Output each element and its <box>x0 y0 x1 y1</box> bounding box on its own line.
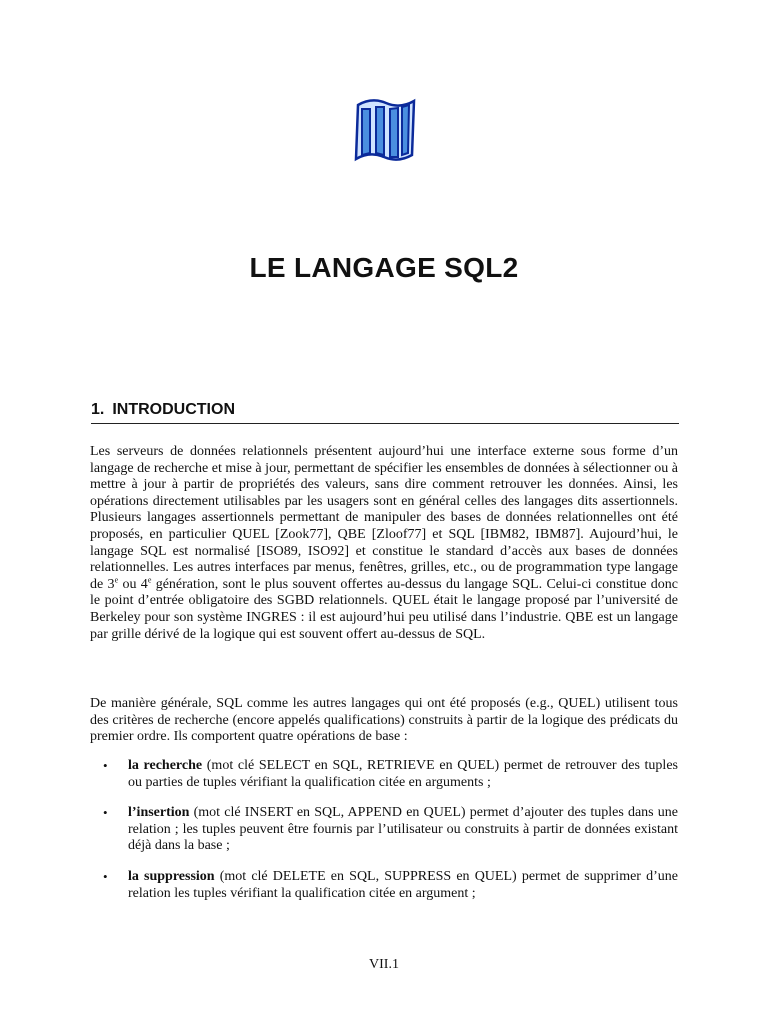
intro-text-part2: ou 4 <box>118 576 148 592</box>
list-item <box>90 805 678 855</box>
operations-list <box>90 758 678 916</box>
list-item-term: l’insertion <box>128 805 190 821</box>
chapter-title: LE LANGAGE SQL2 <box>249 252 519 283</box>
list-item-text: (mot clé SELECT en SQL, RETRIEVE en QUEL) permet de retrouver des tuples ou parties de tuples vérifiant la qualification citée en arguments ; <box>128 758 678 790</box>
intro-paragraph <box>90 444 678 643</box>
intro-text-part3: génération, sont le plus souvent offertes au-dessus du langage SQL. Celui-ci constitue donc le point d’entrée obligatoire des SGBD relationnels. QUEL était le langage proposé par l’université de Berkeley pour son système INGRES : il est aujourd’hui peu utilisé dans l’industrie. QBE est un langage par grille dérivé de la logique qui est souvent offert au-dessus de SQL. <box>90 576 679 642</box>
list-item-text: (mot clé INSERT en SQL, APPEND en QUEL) permet d’ajouter des tuples dans une relation ; les tuples peuvent être fournis par l’utilisateur ou construits à partir de données existant déjà dans la base ; <box>128 805 678 854</box>
intro-text-part1: Les serveurs de données relationnels présentent aujourd’hui une interface externe sous forme d’un langage de recherche et mise à jour, permettant de spécifier les ensembles de données à sélectionner ou à mettre à jour à partir de propriétés des valeurs, sans dire comment retrouver les données. Ainsi, les opérations directement utilisables par les usagers sont en général celles des langages dits assertionnels. Plusieurs langages assertionnels permettant de manipuler des bases de données relationnelles ont été proposés, en particulier QUEL [Zook77], QBE [Zloof77] et SQL [IBM82, IBM87]. Aujourd’hui, le langage SQL est normalisé [ISO89, ISO92] et constitue le standard d’accès aux bases de données relationnelles. Les autres interfaces par menus, fenêtres, grilles, etc., ou de programmation type langage de 3 <box>90 444 678 592</box>
bullet-icon: • <box>103 805 108 821</box>
page-number: VII.1 <box>369 957 399 972</box>
section-title: INTRODUCTION <box>112 401 235 418</box>
superscript-e-2: e <box>147 575 152 585</box>
section-number: 1. <box>91 401 105 418</box>
bullet-icon: • <box>103 868 108 884</box>
list-item-term: la recherche <box>128 758 203 773</box>
section-heading <box>91 401 679 424</box>
list-item <box>90 758 678 791</box>
bullet-icon: • <box>103 758 108 773</box>
roman-numeral-scroll-icon <box>352 95 418 167</box>
list-item <box>90 869 678 902</box>
list-item-term: la suppression <box>128 868 215 884</box>
superscript-e-1: e <box>114 575 119 585</box>
list-item-text: (mot clé DELETE en SQL, SUPPRESS en QUEL) permet de supprimer d’une relation les tuples vérifiant la qualification citée en argument ; <box>128 868 678 901</box>
operations-paragraph: De manière générale, SQL comme les autres langages qui ont été proposés (e.g., QUEL) utilisent tous des critères de recherche (encore appelés qualifications) construits à partir de la logique des prédicats du premier ordre. Ils comportent quatre opérations de base : <box>90 696 678 745</box>
